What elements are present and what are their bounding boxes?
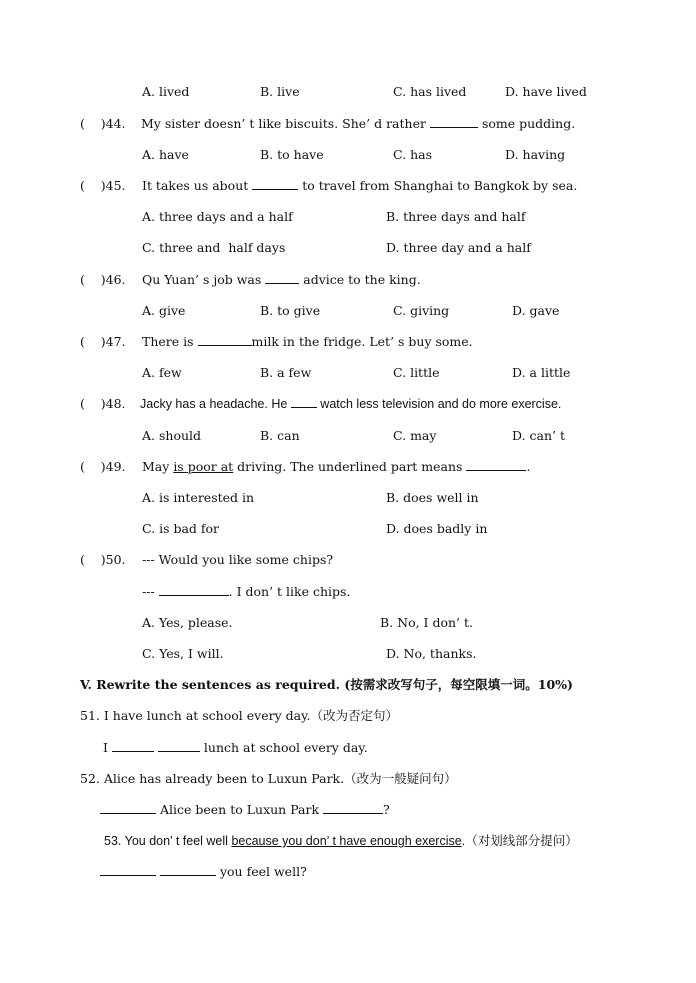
- q52-answer-line: Alice been to Luxun Park ?: [100, 802, 390, 818]
- q50-option-c: C. Yes, I will.: [142, 646, 224, 661]
- answer-blank: [100, 864, 156, 876]
- q52-stem: 52. Alice has already been to Luxun Park.（改为一般疑问句）: [80, 771, 457, 786]
- q50-line2: --- . I don’ t like chips.: [142, 584, 351, 599]
- q46-option-c: C. giving: [393, 303, 450, 318]
- q45-number: ( )45.: [80, 178, 126, 193]
- q47-stem: There is milk in the fridge. Let’ s buy some.: [142, 334, 473, 349]
- q51-stem: 51. I have lunch at school every day.（改为否定句）: [80, 708, 398, 723]
- q44-option-d: D. having: [505, 147, 566, 162]
- q46-option-d: D. gave: [512, 303, 560, 318]
- q44-option-a: A. have: [142, 147, 189, 162]
- q47-option-a: A. few: [142, 365, 182, 380]
- answer-blank: [112, 740, 154, 752]
- answer-blank: [158, 740, 200, 752]
- q44-option-c: C. has: [393, 147, 432, 162]
- q45-option-c: C. three and half days: [142, 240, 286, 255]
- answer-blank: [252, 178, 298, 190]
- q53-answer-line: you feel well?: [100, 864, 307, 880]
- q44-option-b: B. to have: [260, 147, 324, 162]
- q50-option-b: B. No, I don’ t.: [380, 615, 473, 630]
- answer-blank: [160, 864, 216, 876]
- q49-option-b: B. does well in: [386, 490, 479, 505]
- q47-number: ( )47.: [80, 334, 126, 349]
- q45-option-d: D. three day and a half: [386, 240, 531, 255]
- q51-answer-line: I lunch at school every day.: [103, 740, 368, 755]
- answer-blank: [198, 334, 252, 346]
- q46-option-a: A. give: [142, 303, 186, 318]
- q47-option-d: D. a little: [512, 365, 571, 380]
- answer-blank: [291, 396, 317, 408]
- q44-stem: My sister doesn’ t like biscuits. She’ d rather some pudding.: [141, 116, 576, 131]
- section-heading: V. Rewrite the sentences as required. (按需求改写句子，每空限填一词。10%): [80, 677, 573, 692]
- q47-option-c: C. little: [393, 365, 440, 380]
- q50-option-d: D. No, thanks.: [386, 646, 477, 661]
- q47-option-b: B. a few: [260, 365, 312, 380]
- underlined-phrase: because you don’ t have enough exercise: [231, 834, 462, 848]
- q48-option-c: C. may: [393, 428, 437, 443]
- q45-option-b: B. three days and half: [386, 209, 526, 224]
- answer-blank: [323, 802, 383, 814]
- q43-option-b: B. live: [260, 84, 300, 99]
- q45-option-a: A. three days and a half: [142, 209, 293, 224]
- answer-blank: [430, 116, 478, 128]
- q49-option-c: C. is bad for: [142, 521, 220, 536]
- q50-number: ( )50.: [80, 552, 126, 567]
- q48-option-b: B. can: [260, 428, 300, 443]
- q43-option-c: C. has lived: [393, 84, 467, 99]
- q49-number: ( )49.: [80, 459, 126, 474]
- q44-number: ( )44.: [80, 116, 126, 131]
- underlined-phrase: is poor at: [173, 459, 234, 474]
- answer-blank: [159, 584, 229, 596]
- q48-number: ( )48.: [80, 396, 126, 411]
- answer-blank: [100, 802, 156, 814]
- q43-option-a: A. lived: [142, 84, 190, 99]
- q43-option-d: D. have lived: [505, 84, 587, 99]
- answer-blank: [265, 272, 299, 284]
- q49-stem: May is poor at driving. The underlined part means .: [142, 459, 531, 474]
- q46-stem: Qu Yuan’ s job was advice to the king.: [142, 272, 421, 287]
- q50-option-a: A. Yes, please.: [142, 615, 233, 630]
- q48-stem: Jacky has a headache. He watch less television and do more exercise.: [140, 397, 562, 411]
- q50-line1: --- Would you like some chips?: [142, 552, 334, 567]
- q49-option-a: A. is interested in: [142, 490, 255, 505]
- q46-number: ( )46.: [80, 272, 126, 287]
- q49-option-d: D. does badly in: [386, 521, 488, 536]
- q45-stem: It takes us about to travel from Shanghai to Bangkok by sea.: [142, 178, 578, 193]
- q53-stem: 53. You don’ t feel well because you don’ t have enough exercise.（对划线部分提问）: [104, 834, 578, 848]
- q46-option-b: B. to give: [260, 303, 321, 318]
- answer-blank: [466, 459, 526, 471]
- q48-option-d: D. can’ t: [512, 428, 565, 443]
- q48-option-a: A. should: [142, 428, 202, 443]
